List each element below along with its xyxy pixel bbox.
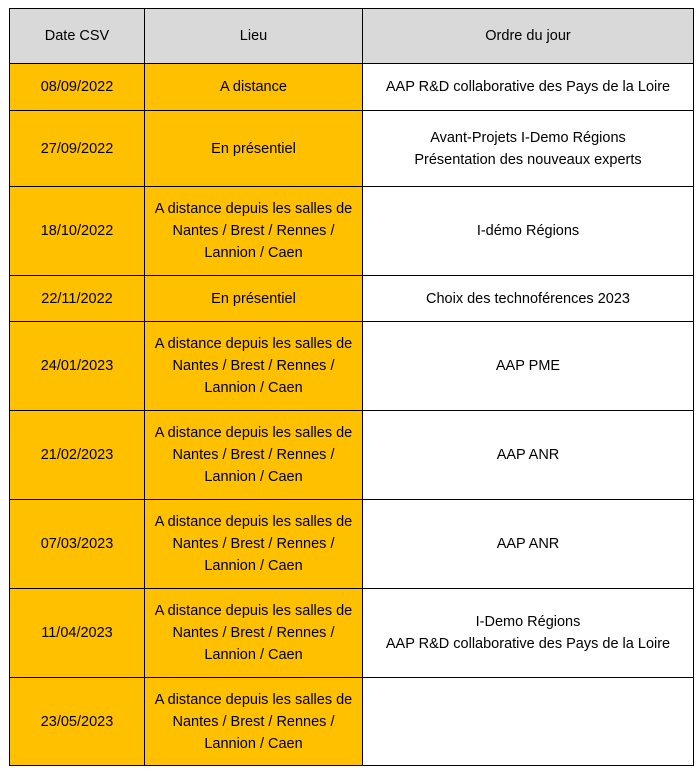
agenda-line: Présentation des nouveaux experts (414, 151, 642, 168)
agenda-line: I-démo Régions (476, 223, 580, 239)
agenda-line: AAP PME (495, 358, 561, 374)
date-cell: 07/03/2023 (10, 500, 145, 589)
place-line: En présentiel (211, 290, 296, 307)
place-line: Lannion / Caen (204, 245, 303, 261)
agenda-cell (363, 589, 694, 678)
date-cell: 08/09/2022 (10, 64, 145, 111)
header-date: Date CSV (10, 9, 145, 64)
place-line: Lannion / Caen (204, 469, 303, 485)
place-line: A distance (220, 79, 287, 95)
agenda-cell (363, 111, 694, 187)
agenda-cell (363, 678, 694, 766)
date-cell: 27/09/2022 (10, 111, 145, 187)
place-line: A distance depuis les salles de (154, 336, 353, 352)
table-body (10, 64, 694, 766)
place-line: Lannion / Caen (204, 735, 303, 752)
table-row (10, 500, 694, 589)
date-cell: 21/02/2023 (10, 411, 145, 500)
place-cell (145, 589, 363, 678)
agenda-line: Avant-Projets I-Demo Régions (430, 129, 626, 146)
place-line: Lannion / Caen (204, 558, 303, 574)
place-line: Lannion / Caen (204, 380, 303, 396)
table-row (10, 276, 694, 322)
table-row (10, 411, 694, 500)
date-cell: 24/01/2023 (10, 322, 145, 411)
agenda-line: AAP R&D collaborative des Pays de la Loire (385, 79, 671, 95)
place-line: A distance depuis les salles de (154, 691, 353, 708)
place-line: Nantes / Brest / Rennes / (172, 447, 335, 463)
place-cell (145, 187, 363, 276)
meeting-schedule-table (9, 8, 694, 766)
place-line: A distance depuis les salles de (154, 201, 353, 217)
agenda-cell (363, 500, 694, 589)
table-row (10, 589, 694, 678)
place-cell (145, 411, 363, 500)
date-cell: 18/10/2022 (10, 187, 145, 276)
place-line: Nantes / Brest / Rennes / (172, 223, 335, 239)
place-line: A distance depuis les salles de (154, 514, 353, 530)
place-cell (145, 322, 363, 411)
place-line: Nantes / Brest / Rennes / (172, 625, 335, 641)
date-cell: 11/04/2023 (10, 589, 145, 678)
table-row (10, 64, 694, 111)
place-cell (145, 500, 363, 589)
table-row (10, 187, 694, 276)
agenda-line: AAP ANR (496, 447, 560, 463)
place-cell (145, 111, 363, 187)
table-row (10, 111, 694, 187)
agenda-cell (363, 322, 694, 411)
header-agenda: Ordre du jour (363, 9, 694, 64)
place-line: En présentiel (211, 140, 296, 157)
place-line: A distance depuis les salles de (154, 425, 353, 441)
agenda-cell (363, 411, 694, 500)
agenda-line: AAP ANR (496, 536, 560, 552)
table-row (10, 322, 694, 411)
header-row (10, 9, 694, 64)
agenda-line: Choix des technoférences 2023 (426, 290, 630, 307)
place-line: Lannion / Caen (204, 647, 303, 663)
date-cell: 23/05/2023 (10, 678, 145, 766)
place-cell (145, 276, 363, 322)
agenda-cell (363, 187, 694, 276)
meeting-schedule-sheet (9, 8, 694, 766)
table-row (10, 678, 694, 766)
place-line: A distance depuis les salles de (154, 603, 353, 619)
agenda-cell (363, 64, 694, 111)
place-cell (145, 64, 363, 111)
place-line: Nantes / Brest / Rennes / (172, 358, 335, 374)
header-place: Lieu (145, 9, 363, 64)
place-line: Nantes / Brest / Rennes / (172, 536, 335, 552)
agenda-cell (363, 276, 694, 322)
agenda-line: AAP R&D collaborative des Pays de la Loire (385, 636, 671, 652)
date-cell: 22/11/2022 (10, 276, 145, 322)
agenda-line: I-Demo Régions (475, 614, 581, 630)
place-cell (145, 678, 363, 766)
place-line: Nantes / Brest / Rennes / (172, 713, 335, 730)
